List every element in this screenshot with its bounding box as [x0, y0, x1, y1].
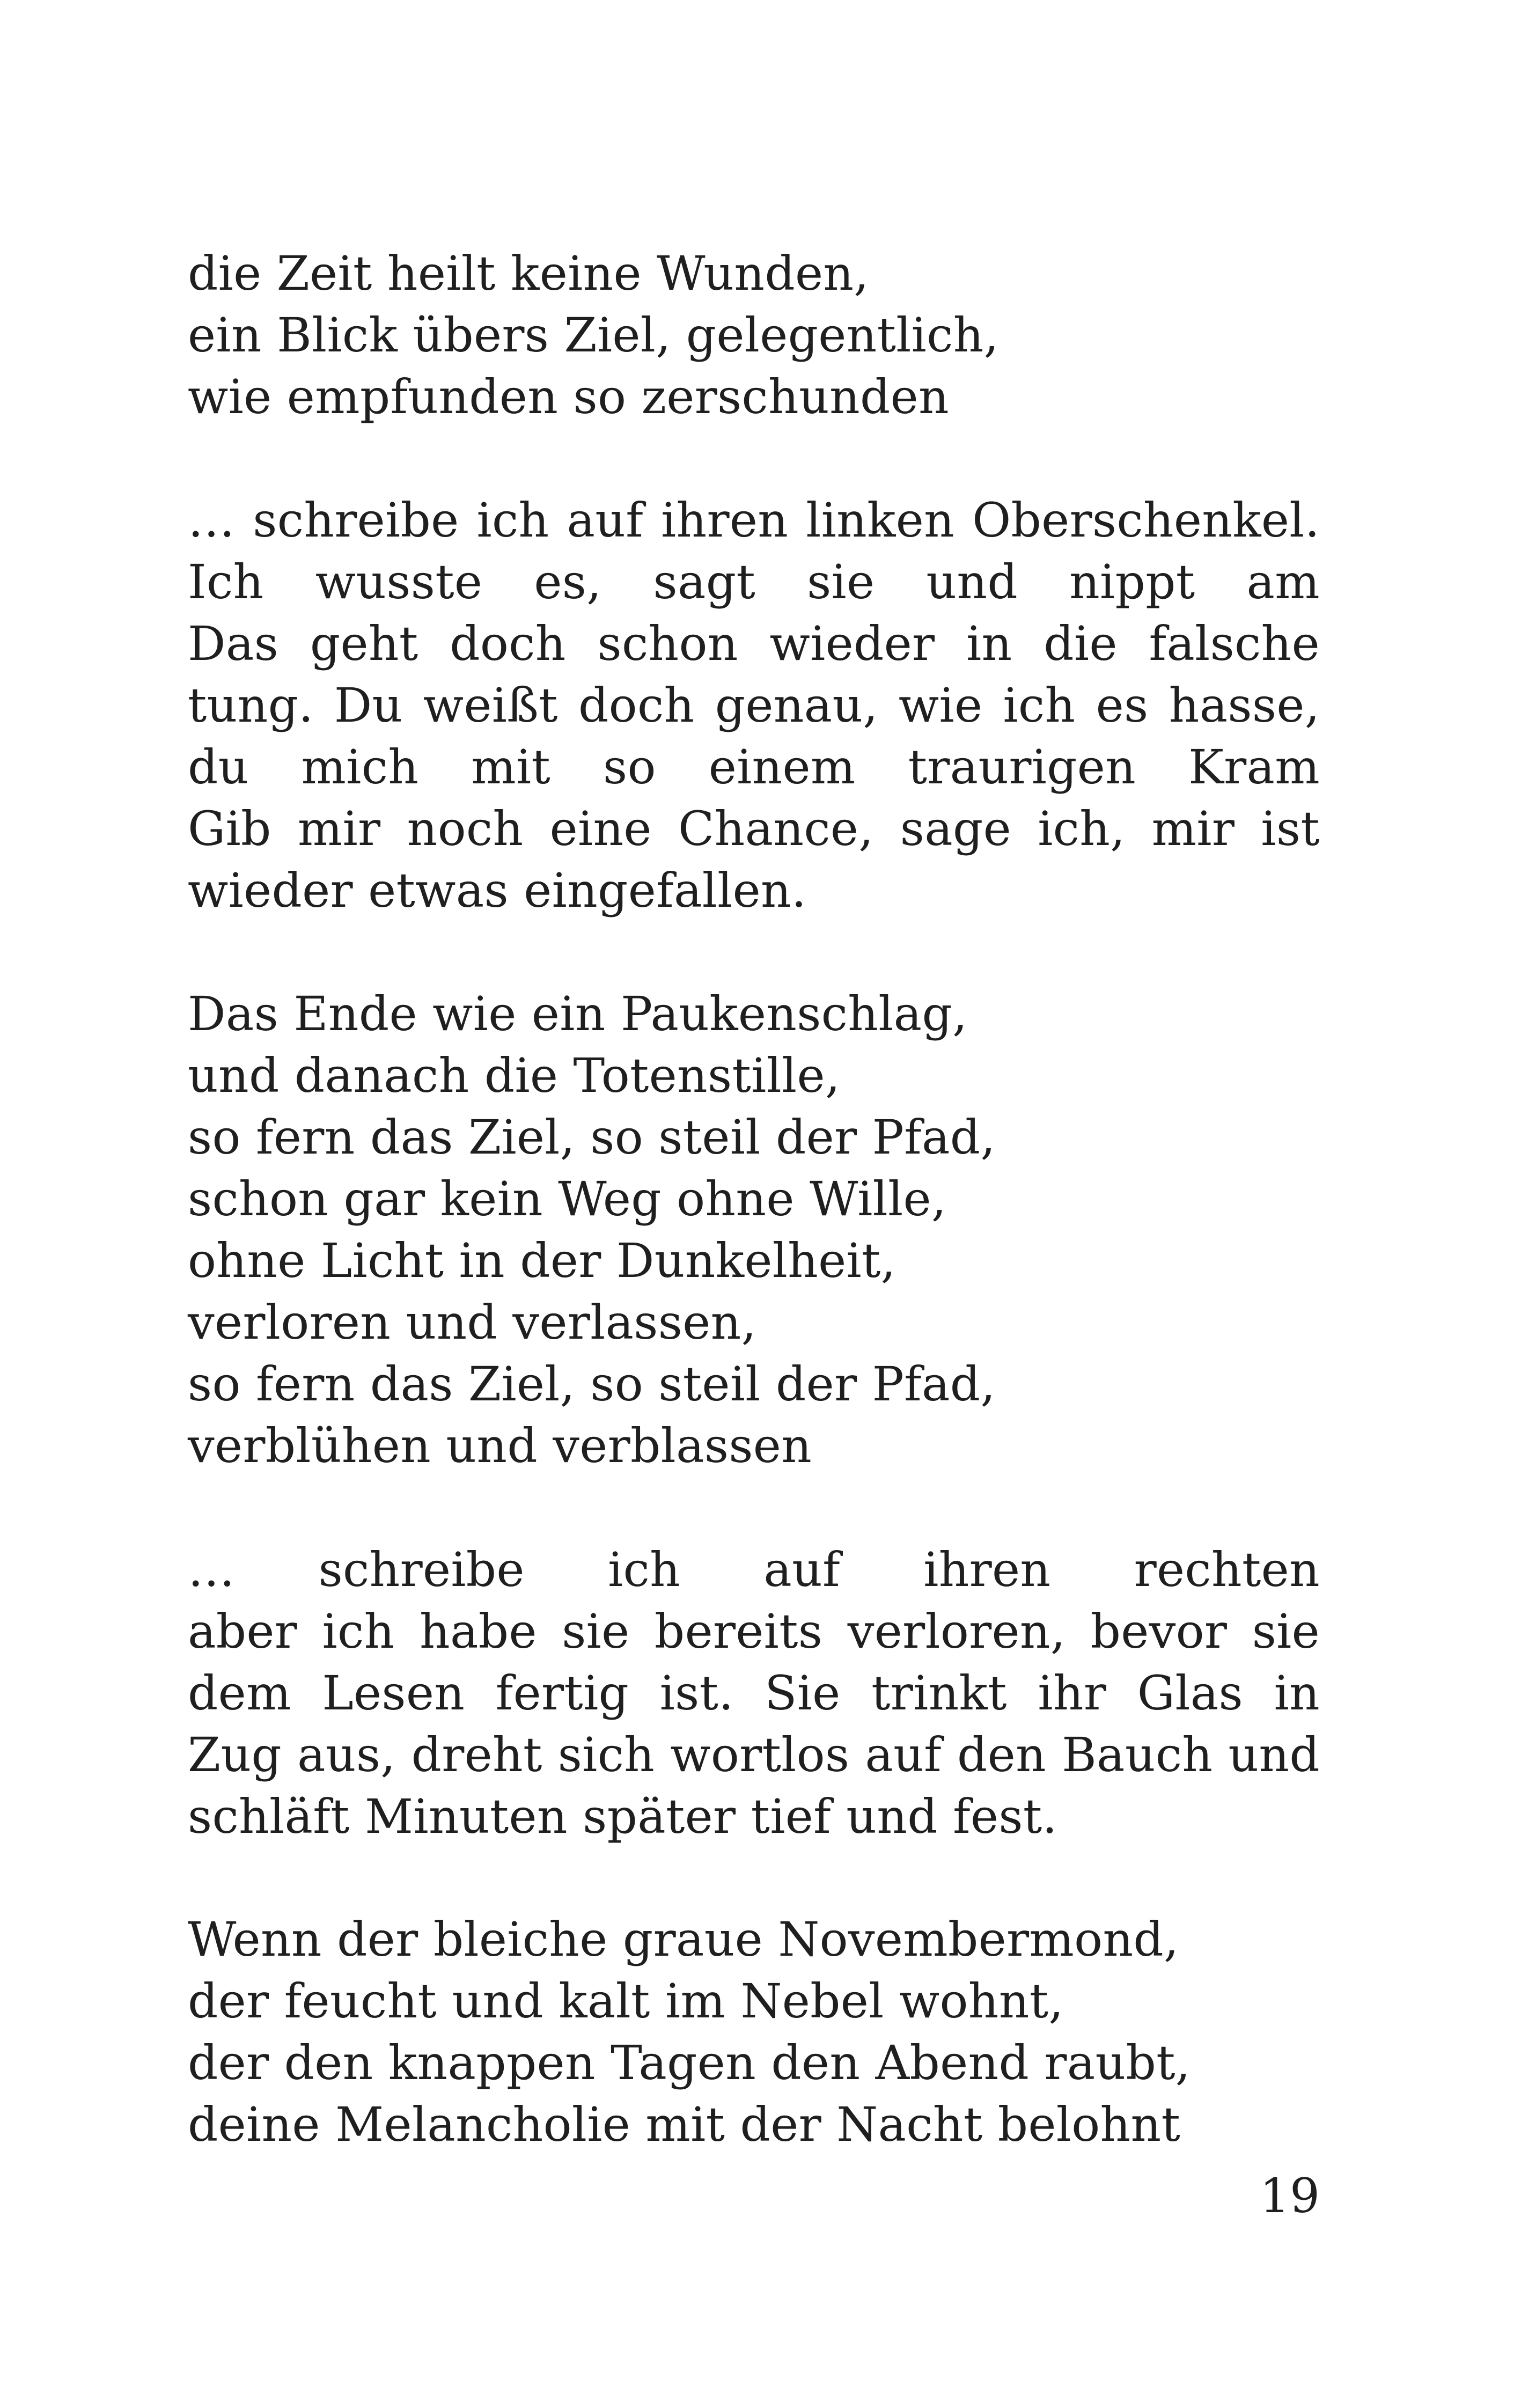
verse-line: die Zeit heilt keine Wunden, [188, 246, 869, 301]
prose-line: Das geht doch schon wieder in die falsche [188, 616, 1320, 671]
prose-paragraph-1 [188, 489, 1320, 921]
prose-line: Gib mir noch eine Chance, sage ich, mir ist [188, 801, 1320, 856]
prose-line: … schreibe ich auf ihren rechten [188, 1542, 1320, 1597]
page-number: 19 [1260, 2168, 1320, 2223]
prose-line: … schreibe ich auf ihren linken Oberschenkel. [188, 493, 1320, 548]
prose-paragraph-2 [188, 1539, 1320, 1847]
prose-line: schläft Minuten später tief und fest. [188, 1789, 1057, 1844]
verse-line: der den knappen Tagen den Abend raubt, [188, 2035, 1191, 2090]
verse-line: Wenn der bleiche graue Novembermond, [188, 1912, 1179, 1967]
prose-line: wieder etwas eingefallen. [188, 863, 807, 918]
prose-line: tung. Du weißt doch genau, wie ich es hasse, [188, 678, 1320, 733]
verse-line: verblühen und verblassen [188, 1418, 812, 1473]
prose-line: dem Lesen fertig ist. Sie trinkt ihr Glas in [188, 1665, 1320, 1721]
verse-line: deine Melancholie mit der Nacht belohnt [188, 2097, 1181, 2152]
verse-line: und danach die Totenstille, [188, 1048, 841, 1103]
verse-line: verloren und verlassen, [188, 1295, 756, 1350]
verse-line: schon gar kein Weg ohne Wille, [188, 1171, 947, 1227]
verse-stanza-2 [188, 983, 1320, 1477]
verse-line: ohne Licht in der Dunkelheit, [188, 1233, 896, 1288]
verse-line: ein Blick übers Ziel, gelegentlich, [188, 307, 999, 363]
verse-line: der feucht und kalt im Nebel wohnt, [188, 1973, 1064, 2029]
verse-line: so fern das Ziel, so steil der Pfad, [188, 1110, 996, 1165]
prose-line: du mich mit so einem traurigen Kram [188, 739, 1320, 795]
verse-line: wie empfunden so zerschunden [188, 369, 949, 424]
verse-line: so fern das Ziel, so steil der Pfad, [188, 1356, 996, 1412]
prose-line: Ich wusste es, sagt sie und nippt am [188, 554, 1320, 610]
verse-line: Das Ende wie ein Paukenschlag, [188, 986, 968, 1041]
prose-line: Zug aus, dreht sich wortlos auf den Bauch und [188, 1727, 1320, 1782]
verse-stanza-3 [188, 1908, 1320, 2155]
verse-stanza-1 [188, 243, 1320, 428]
prose-line: aber ich habe sie bereits verloren, bevor sie [188, 1604, 1320, 1659]
